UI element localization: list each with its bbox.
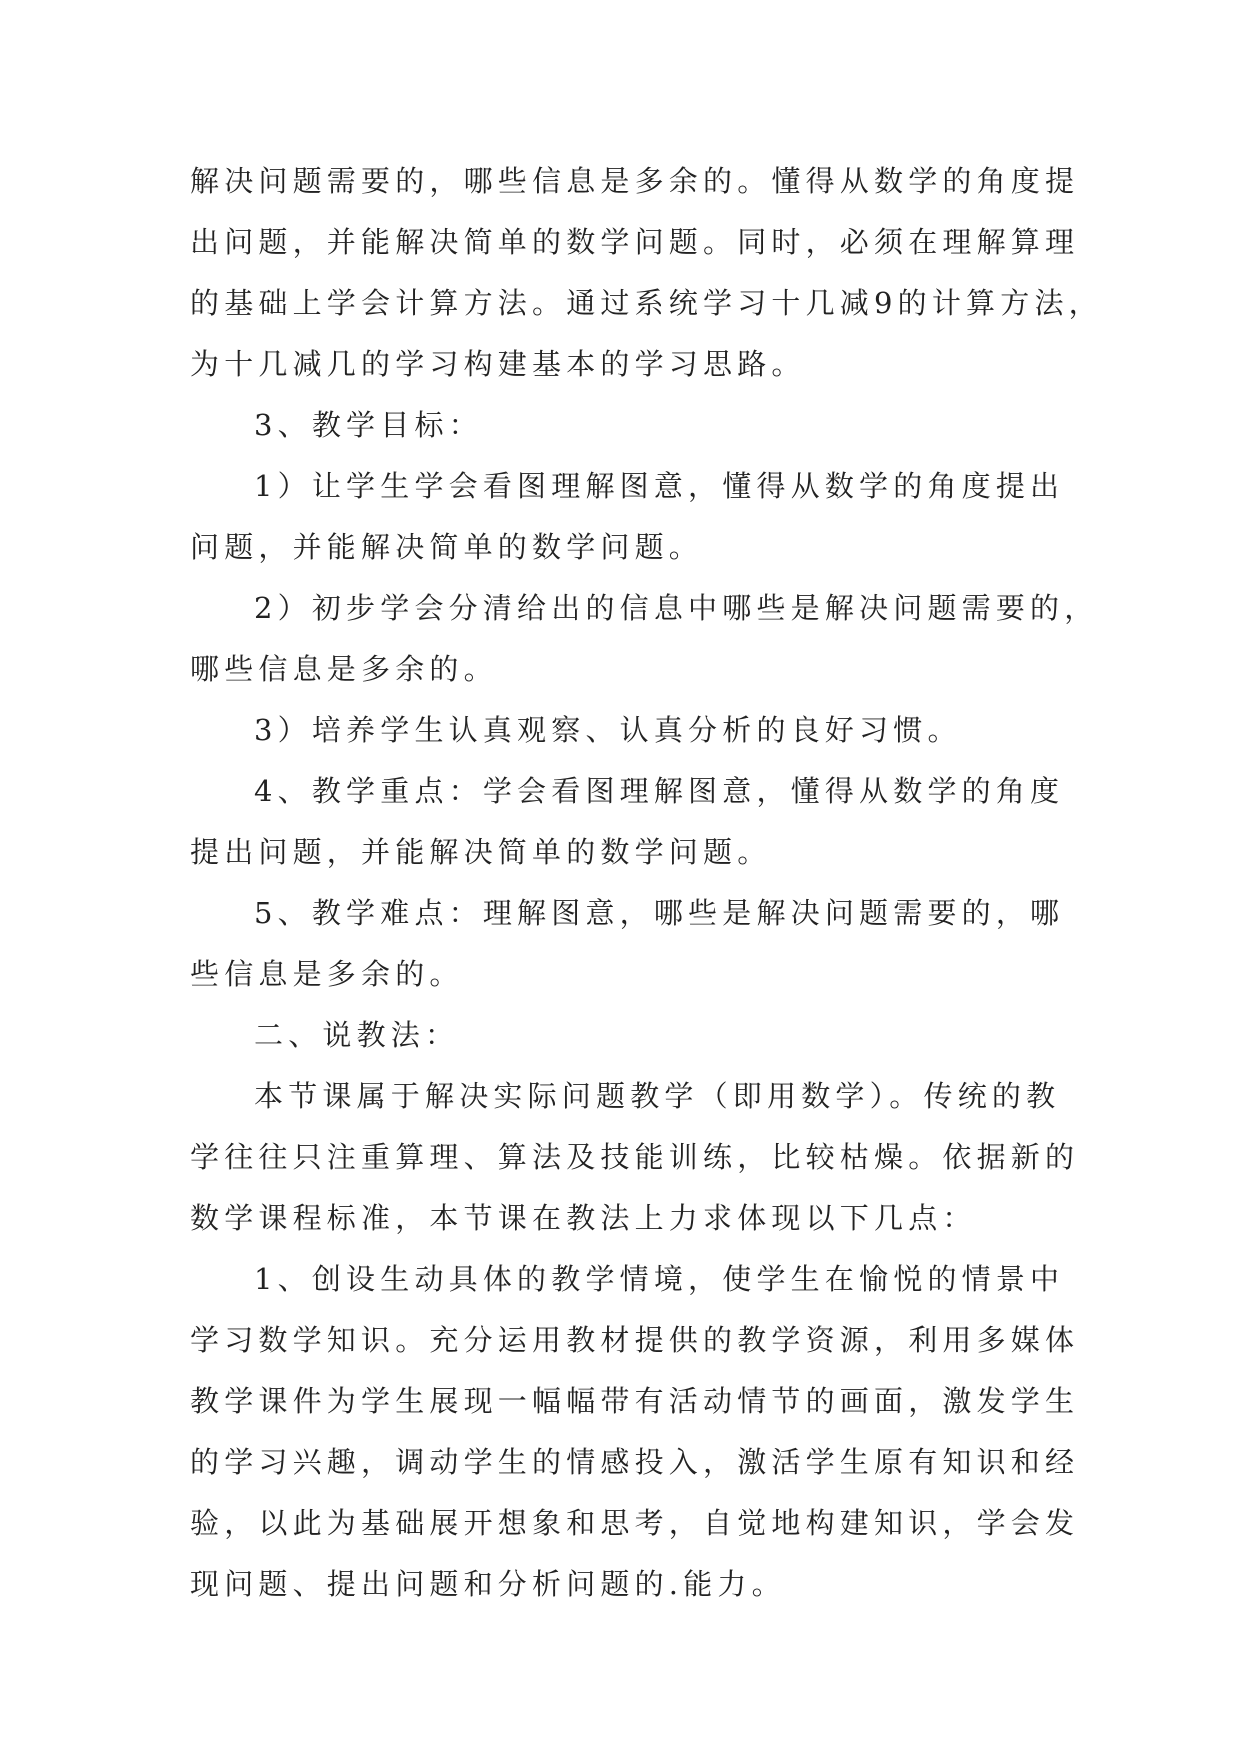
body-text-line: 提出问题，并能解决简单的数学问题。 [190, 835, 772, 869]
list-item: 1）让学生学会看图理解图意，懂得从数学的角度提出 [254, 469, 1065, 503]
body-text-line: 哪些信息是多余的。 [190, 652, 498, 686]
body-text-line: 教学课件为学生展现一幅幅带有活动情节的画面，激发学生 [190, 1384, 1080, 1418]
body-text-line: 的基础上学会计算方法。通过系统学习十几减9的计算方法， [190, 286, 1103, 320]
body-text-line: 学往往只注重算理、算法及技能训练，比较枯燥。依据新的 [190, 1140, 1080, 1174]
section-heading: 4、教学重点：学会看图理解图意，懂得从数学的角度 [254, 774, 1065, 808]
document-page [190, 161, 1103, 1625]
paragraph-start: 本节课属于解决实际问题教学（即用数学）。传统的教 [254, 1079, 1061, 1113]
section-heading: 5、教学难点：理解图意，哪些是解决问题需要的，哪 [254, 896, 1065, 930]
body-text-line: 问题，并能解决简单的数学问题。 [190, 530, 704, 564]
body-text-line: 的学习兴趣，调动学生的情感投入，激活学生原有知识和经 [190, 1445, 1080, 1479]
body-text-line: 学习数学知识。充分运用教材提供的教学资源，利用多媒体 [190, 1323, 1080, 1357]
body-text-line: 为十几减几的学习构建基本的学习思路。 [190, 347, 806, 381]
list-item: 1、创设生动具体的教学情境，使学生在愉悦的情景中 [254, 1262, 1065, 1296]
body-text-line: 现问题、提出问题和分析问题的.能力。 [190, 1567, 786, 1601]
list-item: 2）初步学会分清给出的信息中哪些是解决问题需要的， [254, 591, 1099, 625]
body-text-line: 些信息是多余的。 [190, 957, 464, 991]
list-item: 3）培养学生认真观察、认真分析的良好习惯。 [254, 713, 962, 747]
body-text-line: 解决问题需要的，哪些信息是多余的。懂得从数学的角度提 [190, 164, 1080, 198]
body-text-line: 出问题，并能解决简单的数学问题。同时，必须在理解算理 [190, 225, 1080, 259]
section-heading: 3、教学目标： [254, 408, 483, 442]
body-text-line: 数学课程标准，本节课在教法上力求体现以下几点： [190, 1201, 977, 1235]
section-heading: 二、说教法： [254, 1018, 460, 1052]
body-text-line: 验，以此为基础展开想象和思考，自觉地构建知识，学会发 [190, 1506, 1080, 1540]
